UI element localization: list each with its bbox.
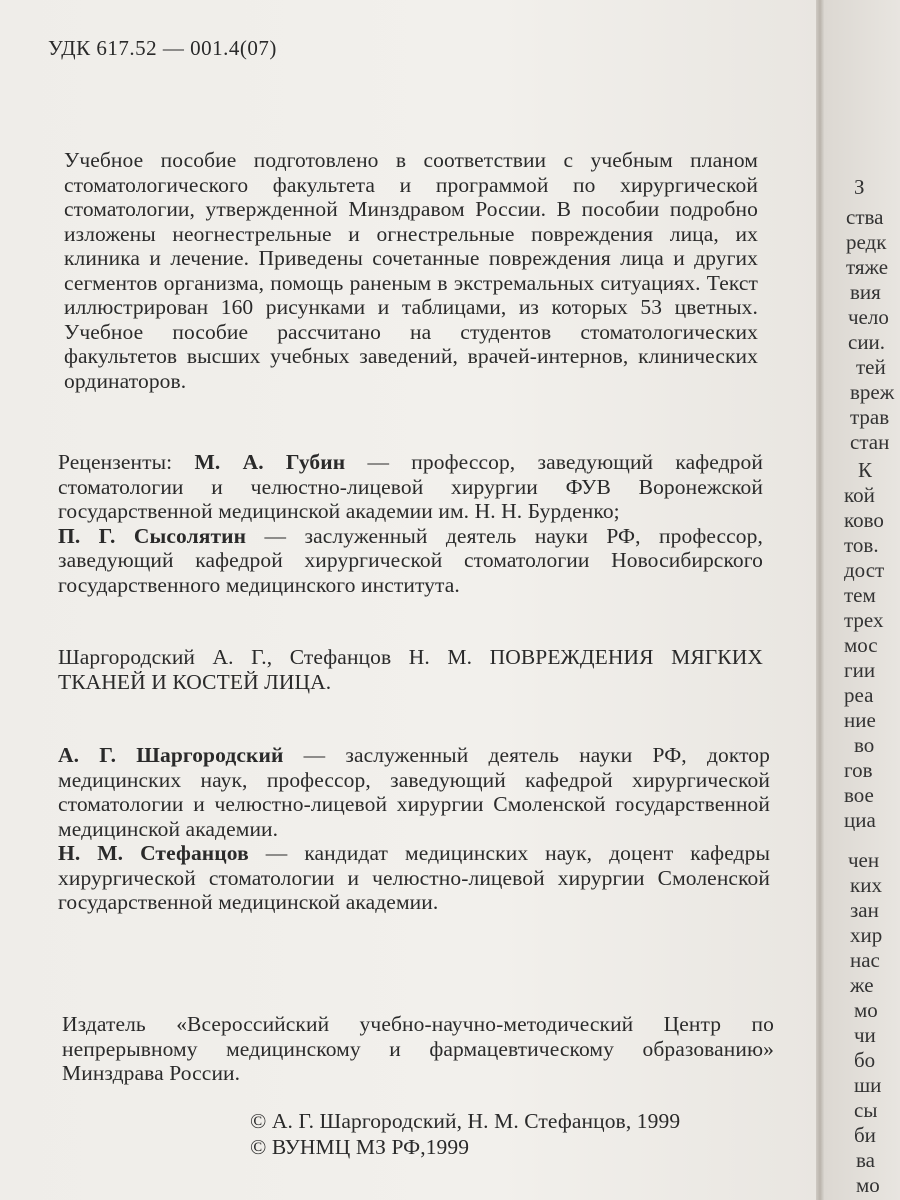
reviewer-2-text: — заслуженный деятель науки РФ, профессор, заведующий кафедрой хирургической стоматологии Новосибирского государственного медицинского института. [58, 523, 763, 597]
next-page-fragment: трав [850, 405, 890, 429]
next-page-fragment: тей [856, 355, 886, 379]
next-page-fragment: кой [844, 483, 875, 507]
copyright-line-1: © А. Г. Шаргородский, Н. М. Стефанцов, 1999 [250, 1109, 681, 1133]
next-page-fragment: ково [844, 508, 884, 532]
next-page-fragment: дост [844, 558, 885, 582]
next-page-fragment: трех [844, 608, 884, 632]
publisher-info: Издатель «Всероссийский учебно-научно-методический Центр по непрерывному медицинскому и фармацевтическому образованию» Минздрава России. [62, 1012, 774, 1085]
annotation-paragraph [48, 148, 758, 393]
next-page-fragment: циа [844, 808, 876, 832]
next-page-fragment: ши [854, 1073, 882, 1097]
reviewer-2 [58, 524, 763, 598]
author-2 [58, 841, 770, 915]
copyright-line-2: © ВУНМЦ МЗ РФ,1999 [250, 1135, 470, 1159]
next-page-fragment: чело [848, 305, 889, 329]
reviewers-block [58, 450, 763, 597]
next-page-fragment: ства [846, 205, 884, 229]
copyright-block [250, 1108, 680, 1160]
next-page-edge [824, 0, 900, 1200]
reviewers-label: Рецензенты: [58, 450, 173, 474]
book-gutter [816, 0, 824, 1200]
author-1-name: А. Г. Шаргородский [58, 743, 284, 767]
next-page-fragment: бо [854, 1048, 876, 1072]
next-page-fragment: ва [856, 1148, 875, 1172]
next-page-fragment: вия [850, 280, 881, 304]
next-page-fragment: же [850, 973, 874, 997]
next-page-fragment: чи [854, 1023, 876, 1047]
next-page-fragment: редк [846, 230, 887, 254]
next-page-fragment: З [854, 175, 865, 199]
annotation-text: Учебное пособие подготовлено в соответствии с учебным планом стоматологического факультета и программой по хирургической стоматологии, утвержденной Минздравом России. В пособии подробно изложены неогнестрельные и огнестрельные повреждения лица, их клиника и лечение. Приведены сочетанные повреждения лица и других сегментов организма, помощь раненым в экстремальных ситуациях. Текст иллюстрирован 160 рисунками и таблицами, из которых 53 цветных. Учебное пособие рассчитано на студентов стоматологических факультетов высших учебных заведений, врачей-интернов, клинических ординаторов. [64, 148, 758, 393]
bibliographic-entry: Шаргородский А. Г., Стефанцов Н. М. ПОВРЕЖДЕНИЯ МЯГКИХ ТКАНЕЙ И КОСТЕЙ ЛИЦА. [58, 645, 763, 694]
reviewer-1 [58, 450, 763, 524]
author-1-text: — заслуженный деятель науки РФ, доктор медицинских наук, профессор, заведующий кафедрой хирургической стоматологии и челюстно-лицевой хирургии Смоленской государственной медицинской академии. [58, 743, 771, 841]
next-page-fragment: би [854, 1123, 876, 1147]
next-page-fragment: сы [854, 1098, 878, 1122]
next-page-fragment: ких [850, 873, 882, 897]
next-page-fragment: чен [848, 848, 880, 872]
next-page-fragment: тем [844, 583, 876, 607]
next-page-fragment: ние [844, 708, 876, 732]
next-page-fragment: мо [856, 1173, 880, 1197]
next-page-fragment: сии. [848, 330, 886, 354]
author-2-name: Н. М. Стефанцов [58, 841, 249, 865]
reviewer-1-name: М. А. Губин [194, 450, 346, 474]
authors-block [58, 743, 770, 915]
next-page-fragment: тов. [844, 533, 879, 557]
next-page-fragment: зан [850, 898, 879, 922]
next-page-fragment: вое [844, 783, 874, 807]
author-2-text: — кандидат медицинских наук, доцент кафедры хирургической стоматологии и челюстно-лицевой хирургии Смоленской государственной медицинской академии. [58, 841, 770, 914]
next-page-fragment: хир [850, 923, 883, 947]
next-page-fragment: нас [850, 948, 880, 972]
next-page-fragment: мо [854, 998, 878, 1022]
next-page-fragment: стан [850, 430, 890, 454]
next-page-fragment: К [858, 458, 873, 482]
author-1 [58, 743, 770, 841]
next-page-fragment: гии [844, 658, 876, 682]
next-page-fragment: во [854, 733, 875, 757]
next-page-fragment: вреж [850, 380, 895, 404]
next-page-fragment: гов [844, 758, 873, 782]
next-page-fragment: мос [844, 633, 878, 657]
reviewer-2-name: П. Г. Сысолятин [58, 523, 247, 548]
udk-code: УДК 617.52 — 001.4(07) [48, 36, 277, 60]
reviewer-1-text: — профессор, заведующий кафедрой стоматологии и челюстно-лицевой хирургии ФУВ Воронежской государственной медицинской академии им. Н. Н. Бурденко; [58, 450, 763, 523]
next-page-fragment: реа [844, 683, 874, 707]
next-page-fragment: тяже [846, 255, 889, 279]
